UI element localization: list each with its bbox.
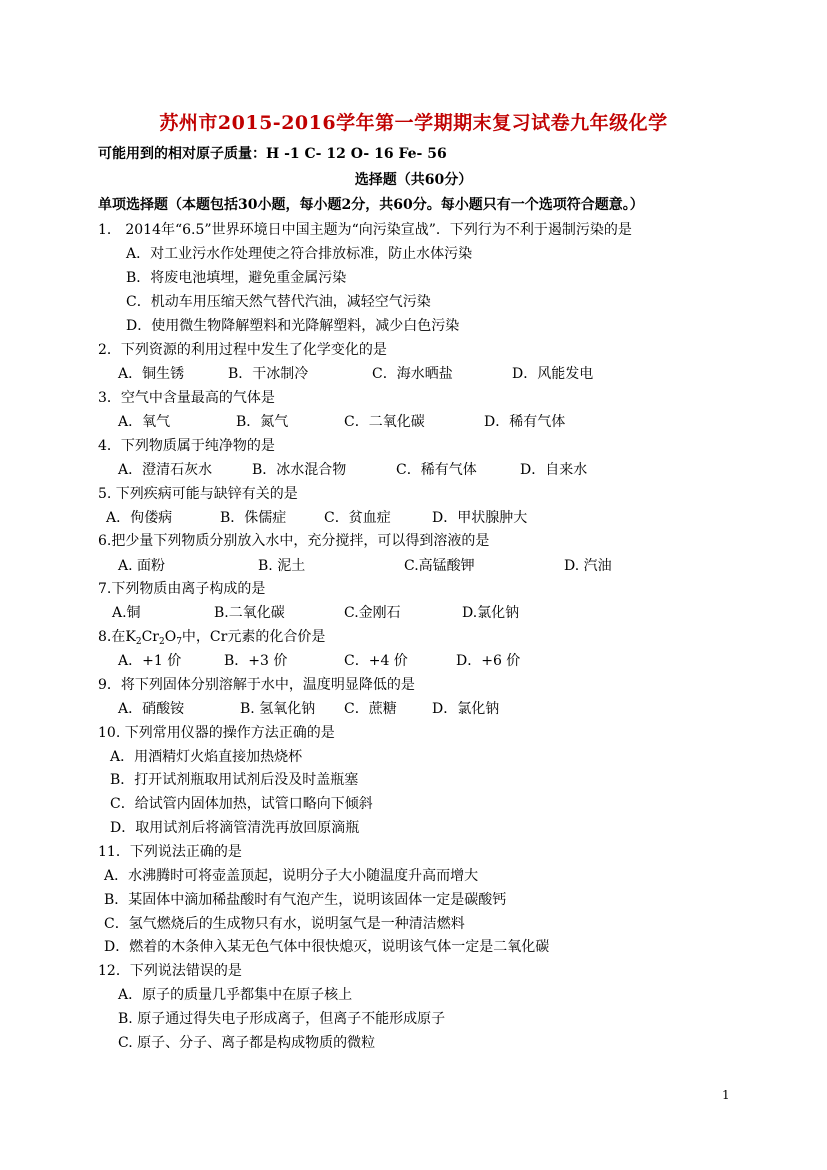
question-7-option-b: B.二氧化碳 <box>214 605 285 621</box>
question-6-stem: 6.把少量下列物质分别放入水中，充分搅拌，可以得到溶液的是 <box>98 533 490 549</box>
question-3-stem: 3．空气中含量最高的气体是 <box>98 390 275 406</box>
question-7-stem: 7.下列物质由离子构成的是 <box>98 581 266 597</box>
question-2-option-b: B．干冰制冷 <box>228 366 309 382</box>
question-4-option-b: B．冰水混合物 <box>252 462 347 478</box>
question-9-stem: 9．将下列固体分别溶解于水中，温度明显降低的是 <box>98 677 415 693</box>
question-8-stem-o: O <box>164 629 177 645</box>
question-8-stem-cr: Cr <box>141 629 159 645</box>
atomic-mass-note: 可能用到的相对原子质量：H -1 C- 12 O- 16 Fe- 56 <box>98 146 447 162</box>
question-2-option-a: A．铜生锈 <box>118 366 185 382</box>
question-6-option-d: D. 汽油 <box>564 558 612 574</box>
question-2-stem: 2．下列资源的利用过程中发生了化学变化的是 <box>98 342 387 358</box>
question-3-option-c: C．二氧化碳 <box>344 414 425 430</box>
question-11-option-b: B．某固体中滴加稀盐酸时有气泡产生，说明该固体一定是碳酸钙 <box>104 892 507 908</box>
question-12-option-c: C. 原子、分子、离子都是构成物质的微粒 <box>118 1035 376 1051</box>
question-5-option-d: D．甲状腺肿大 <box>432 510 528 526</box>
question-5-option-a: A．佝偻病 <box>106 510 173 526</box>
question-11-option-d: D．燃着的木条伸入某无色气体中很快熄灭，说明该气体一定是二氧化碳 <box>104 939 550 955</box>
question-11-option-a: A．水沸腾时可将壶盖顶起，说明分子大小随温度升高而增大 <box>104 868 479 884</box>
question-10-option-b: B．打开试剂瓶取用试剂后没及时盖瓶塞 <box>110 772 359 788</box>
question-11-stem: 11．下列说法正确的是 <box>98 844 242 860</box>
question-8-subscript-2: 2 <box>158 637 165 647</box>
question-8-stem <box>98 627 325 652</box>
question-12-option-b: B. 原子通过得失电子形成离子，但离子不能形成原子 <box>118 1011 446 1027</box>
section-title: 选择题（共60分） <box>354 172 473 188</box>
question-8-stem-suffix: 中，Cr元素的化合价是 <box>181 629 326 645</box>
question-1-option-d: D．使用微生物降解塑料和光降解塑料，减少白色污染 <box>126 318 460 334</box>
exam-title: 苏州市2015-2016学年第一学期期末复习试卷九年级化学 <box>159 112 668 134</box>
question-5-stem: 5. 下列疾病可能与缺锌有关的是 <box>98 486 298 502</box>
question-3-option-b: B．氮气 <box>236 414 289 430</box>
question-1-stem: 1． 2014年“6.5”世界环境日中国主题为“向污染宣战”．下列行为不利于遏制污染的是 <box>98 222 632 238</box>
question-10-option-c: C．给试管内固体加热，试管口略向下倾斜 <box>110 796 373 812</box>
section-instructions: 单项选择题（本题包括30小题，每小题2分，共60分。每小题只有一个选项符合题意。） <box>98 197 644 213</box>
question-9-option-a: A．硝酸铵 <box>118 701 185 717</box>
question-2-option-c: C．海水晒盐 <box>372 366 453 382</box>
question-8-option-b: B．+3 价 <box>224 653 288 669</box>
question-8-option-a: A．+1 价 <box>118 653 182 669</box>
question-7-option-d: D.氯化钠 <box>462 605 520 621</box>
question-12-option-a: A．原子的质量几乎都集中在原子核上 <box>118 987 353 1003</box>
question-6-option-a: A. 面粉 <box>118 558 166 574</box>
question-4-option-d: D．自来水 <box>520 462 588 478</box>
question-1-option-b: B．将废电池填埋，避免重金属污染 <box>126 270 347 286</box>
question-8-subscript-1: 2 <box>135 637 142 647</box>
question-6-option-b: B. 泥土 <box>258 558 306 574</box>
question-8-option-c: C．+4 价 <box>344 653 408 669</box>
question-2-option-d: D．风能发电 <box>512 366 594 382</box>
question-1-option-c: C．机动车用压缩天然气替代汽油，减轻空气污染 <box>126 294 431 310</box>
question-1-option-a: A．对工业污水作处理使之符合排放标准，防止水体污染 <box>126 246 473 262</box>
question-4-option-c: C．稀有气体 <box>396 462 477 478</box>
question-7-option-a: A.铜 <box>112 605 141 621</box>
question-5-option-b: B．侏儒症 <box>220 510 287 526</box>
question-9-option-b: B. 氢氧化钠 <box>240 701 316 717</box>
question-6-option-c: C.高锰酸钾 <box>404 558 475 574</box>
question-8-option-d: D．+6 价 <box>456 653 521 669</box>
page-number: 1 <box>722 1088 730 1102</box>
question-8-subscript-3: 7 <box>176 637 182 647</box>
question-10-option-d: D．取用试剂后将滴管清洗再放回原滴瓶 <box>110 820 360 836</box>
question-3-option-d: D．稀有气体 <box>484 414 566 430</box>
question-4-stem: 4．下列物质属于纯净物的是 <box>98 438 275 454</box>
question-9-option-d: D．氯化钠 <box>432 701 500 717</box>
question-10-option-a: A．用酒精灯火焰直接加热烧杯 <box>110 749 303 765</box>
question-5-option-c: C．贫血症 <box>324 510 391 526</box>
question-8-stem-prefix: 8.在K <box>98 629 136 645</box>
question-4-option-a: A．澄清石灰水 <box>118 462 213 478</box>
question-3-option-a: A．氧气 <box>118 414 171 430</box>
question-11-option-c: C．氢气燃烧后的生成物只有水，说明氢气是一种清洁燃料 <box>104 916 465 932</box>
question-9-option-c: C．蔗糖 <box>344 701 397 717</box>
question-10-stem: 10. 下列常用仪器的操作方法正确的是 <box>98 725 335 741</box>
question-12-stem: 12．下列说法错误的是 <box>98 963 242 979</box>
question-7-option-c: C.金刚石 <box>344 605 401 621</box>
